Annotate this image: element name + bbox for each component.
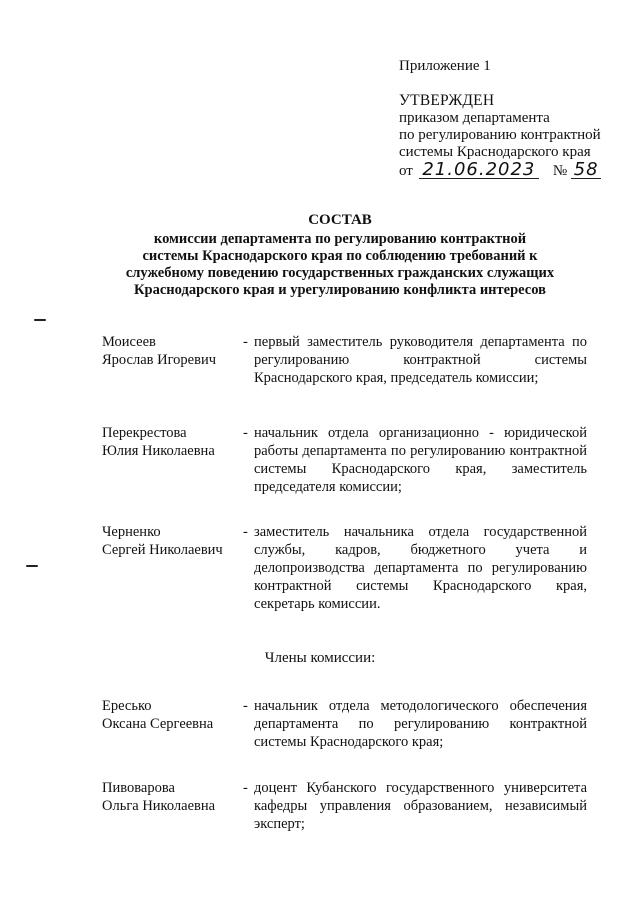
person-given-names: Юлия Николаевна (102, 443, 215, 459)
entry-dash: - (243, 425, 248, 441)
entry-dash: - (243, 698, 248, 714)
order-number: 58 (571, 161, 601, 179)
person-role: первый заместитель руководителя департамента по регулированию контрактной системы Краснодарского края, председатель комиссии; (254, 334, 587, 386)
approved-line: по регулированию контрактной (399, 127, 601, 143)
person-role: начальник отдела организационно - юридической работы департамента по регулированию контрактной системы Краснодарского края, заместитель председателя комиссии; (254, 425, 587, 495)
heading-line: Краснодарского края и урегулированию конфликта интересов (134, 282, 546, 298)
approved-line: приказом департамента (399, 110, 550, 126)
person-surname: Пивоварова (102, 780, 175, 796)
entry-dash: - (243, 524, 248, 540)
person-surname: Перекрестова (102, 425, 187, 441)
approved-line: системы Краснодарского края (399, 144, 591, 160)
person-name (102, 697, 242, 733)
heading-line: комиссии департамента по регулированию контрактной (153, 231, 527, 247)
heading-line: служебному поведению государственных гражданских служащих (125, 265, 555, 281)
person-given-names: Оксана Сергеевна (102, 716, 214, 732)
margin-mark (26, 565, 38, 567)
document-heading (60, 212, 620, 299)
approval-block (399, 92, 601, 180)
person-role: заместитель начальника отдела государственной службы, кадров, бюджетного учета и делопроизводства департамента по регулированию контрактной системы Краснодарского края, секретарь комиссии. (254, 524, 587, 612)
heading-main: СОСТАВ (308, 212, 372, 228)
members-title: Члены комиссии: (264, 650, 376, 666)
entry-dash: - (243, 780, 248, 796)
date-prefix: от (399, 163, 413, 179)
person-surname: Черненко (102, 524, 161, 540)
person-surname: Ересько (102, 698, 152, 714)
number-label: № (552, 163, 568, 179)
person-given-names: Ольга Николаевна (102, 798, 216, 814)
person-given-names: Сергей Николаевич (102, 542, 223, 558)
entry-dash: - (243, 334, 248, 350)
person-name (102, 779, 242, 815)
heading-line: системы Краснодарского края по соблюдению требований к (142, 248, 538, 264)
order-date-number (399, 161, 601, 180)
order-date: 21.06.2023 (419, 161, 539, 179)
person-role: начальник отдела методологического обеспечения департамента по регулированию контрактной системы Краснодарского края; (254, 698, 587, 750)
person-name (102, 523, 242, 559)
person-name (102, 333, 242, 369)
person-given-names: Ярослав Игоревич (102, 352, 217, 368)
appendix-label: Приложение 1 (399, 58, 491, 74)
person-role: доцент Кубанского государственного университета кафедры управления образованием, независимый эксперт; (254, 780, 587, 832)
person-surname: Моисеев (102, 334, 156, 350)
person-name (102, 424, 242, 460)
approved-title: УТВЕРЖДЕН (399, 92, 495, 109)
margin-mark (34, 319, 46, 321)
